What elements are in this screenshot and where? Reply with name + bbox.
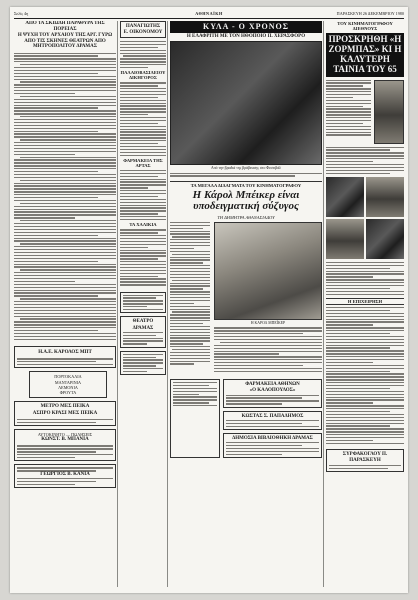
page-header <box>14 10 404 19</box>
ad2-line-3: ΛΕΜΟΝΙΑ <box>58 384 78 390</box>
column-3 <box>170 21 322 587</box>
ad-c-title: ΚΩΣΤΑΣ Σ. ΠΑΠΑΔΗΜΟΣ <box>241 413 304 419</box>
ad2-line-4: ΦΡΟΥΤΑ <box>59 390 77 396</box>
article-headline: Η Κάρολ Μπέικερ είναι υποδειγματική σύζυγος <box>192 188 300 213</box>
article-byline: ΤΗ ΔΗΜΗΤΡΑ ΑΘΑΝΑΣΙΑΔΟΥ <box>217 214 275 220</box>
article-kicker: ΤΑ ΜΕΓΑΛΑ ΔΙΔΑΓΜΑΤΑ ΤΟΥ ΚΙΝΗΜΑΤΟΓΡΑΦΟΥ <box>170 181 322 188</box>
article-text-left <box>170 222 210 372</box>
ad4-title: ΑΥΤΟΚΙΝΗΤΟ — ΠΩΛΗΣΕΙΣ <box>37 431 93 437</box>
column2-header-box <box>120 21 166 38</box>
column4-photo-4 <box>366 219 404 259</box>
advertisement-3 <box>14 401 116 426</box>
actress-photo <box>214 222 322 320</box>
column4-photo-2 <box>366 177 404 217</box>
column3-ad-d <box>223 433 322 458</box>
advertisement-1 <box>14 346 116 368</box>
column4-kicker: ΤΟΥ ΚΙΝΗΜΑΤΟΓΡΑΦΟΥ ΔΙΕΘΝΟΥΣ <box>337 21 393 31</box>
column2-block2-title: ΠΑΛΑΙΟΒΑΣΙΛΕΙΟΥ ΔΙΚΗΓΟΡΟΣ <box>120 70 166 81</box>
column4-text-1 <box>326 80 371 144</box>
column2-ad-box-1 <box>120 292 166 314</box>
issue-date: ΠΑΡΑΣΚΕΥΗ 26 ΔΕΚΕΜΒΡΙΟΥ 1980 <box>336 11 404 16</box>
column2-text-2 <box>120 82 166 156</box>
column4-headline: ΠΡΟΣΚΡΗΘΗ «Η ΖΟΡΜΠΑΣ» ΚΙ Η ΚΑΛΥΤΕΡΗ ΤΑΙΝΙΑ ΤΟΥ 65 <box>326 33 404 77</box>
ad2-line-1: ΠΟΡΤΟΚΑΛΙΑ <box>54 374 82 380</box>
column2-ad-box-2 <box>120 316 166 347</box>
column1-headline: ΑΠΟ ΤΑ ΣΚΙΩΔΗ ΠΑΡΑΘΥΡΑ ΤΗΣ ΠΟΡΕΙΑΣ <box>25 21 105 32</box>
masthead: ΑΘΗΝΑΪΚΗ <box>195 11 223 16</box>
column3-ad-a <box>223 379 322 407</box>
column-1 <box>14 21 116 587</box>
feature-banner: ΚΥΛΑ - Ο ΧΡΟΝΟΣ <box>170 21 322 33</box>
column2-ad-title: ΘΕΑΤΡΟ ΔΡΑΜΑΣ <box>132 319 154 331</box>
ad3-line-2: ΑΣΠΡΟ ΚΡΑΣΙ ΜΕΣ ΠΕΙΚΑ <box>32 410 98 416</box>
column4-bottom-title: ΣΥΡΦΑΚΟΓΛΟΥ Π. ΠΑΡΑΣΚΕΥΗ <box>342 452 388 464</box>
ad4-name: ΚΩΝΣΤ. Β. ΜΠΑΝΙΑ <box>41 437 89 443</box>
column4-portrait <box>374 80 404 144</box>
newspaper-page <box>10 7 408 593</box>
article-text-right <box>214 327 322 372</box>
column3-ad-c <box>223 411 322 430</box>
column1-subheadline: Η ΨΥΧΗ ΤΟΥ ΑΡΧΑΙΟΥ ΤΗΣ ΑΡΓ. ΓΥΡΩ ΑΠΟ ΤΙΣ ΣΚΗΝΕΣ ΘΕΑΤΡΩΝ ΑΠΟ ΜΗΤΡΟΠΟΛΙΤΟΥ ΔΡΑΜΑΣ <box>17 33 113 49</box>
ad2-line-2: ΜΑΝΤΑΡΙΝΙΑ <box>54 379 82 385</box>
column4-text-2 <box>326 147 404 174</box>
ad1-title: Η.Α.Ε. ΚΑΡΟΛΟΣ ΜΠΤ <box>38 349 92 355</box>
column-4 <box>326 21 404 587</box>
column4-photo-grid <box>326 177 404 259</box>
ad-b-title: «Ο ΚΑΛΟΠΟΥΛΟΣ» <box>249 388 296 394</box>
column2-text-4 <box>120 229 166 285</box>
feature-caption-text <box>170 173 322 177</box>
feature-subbanner: Η ΕΛΑΦΡΙΤΗ ΜΕ ΤΟΝ ΗΘΟΠΟΙΟ Π. ΧΕΡΑΣΦΟΡΟ <box>186 34 306 39</box>
column4-text-3 <box>326 262 404 295</box>
column-2 <box>120 21 166 587</box>
advertisement-5 <box>14 464 116 488</box>
column1-article-text <box>14 53 116 340</box>
page-number: Σελίς 4η <box>14 11 29 16</box>
column2-ad-box-3 <box>120 351 166 376</box>
article-body <box>170 222 322 372</box>
ad-d-title: ΔΗΜΟΣΙΑ ΒΙΒΛΙΟΘΗΚΗ ΔΡΑΜΑΣ <box>232 435 313 441</box>
ad3-line-1: ΜΕΤΡΟ ΜΕΣ ΠΕΙΚΑ <box>40 404 90 410</box>
column4-text-4 <box>326 307 404 444</box>
column2-text-1 <box>120 41 166 68</box>
column3-ads-row <box>170 376 322 461</box>
column2-text-3 <box>120 170 166 220</box>
column3-ad-left <box>170 379 220 458</box>
ad5-name: ΓΕΩΡΓΙΟΣ Β. ΚΑΝΙΑ <box>40 471 90 477</box>
advertisement-2 <box>29 371 106 398</box>
feature-photo <box>170 41 322 165</box>
advertisement-4 <box>14 429 116 461</box>
column4-photo-1 <box>326 177 364 217</box>
ad-a-title: ΦΑΡΜΑΚΕΙΑ ΑΘΗΝΩΝ <box>245 382 300 388</box>
column4-photo-3 <box>326 219 364 259</box>
column2-block3-title: ΦΑΡΜΑΚΕΙΑ ΤΗΣ ΑΡΤΑΣ <box>123 157 163 168</box>
actress-photo-caption: Η ΚΑΡΟΛ ΜΠΕΪΚΕΡ <box>250 320 286 325</box>
column4-section-title: Η ΕΠΙΧΕΙΡΗΣΗ <box>326 298 404 305</box>
column2-heading: ΠΑΝΑΓΙΩΤΗΣ Ε. ΟΙΚΟΝΟΜΟΥ <box>123 24 163 35</box>
column2-block4-title: ΤΑ ΧΑΛΙΚΙΑ <box>129 222 157 228</box>
column4-bottom-box <box>326 449 404 472</box>
column4-top-block <box>326 80 404 144</box>
feature-photo-caption: Από την βραδιά της βράβευσης στο Φεστιβάλ <box>210 166 282 170</box>
